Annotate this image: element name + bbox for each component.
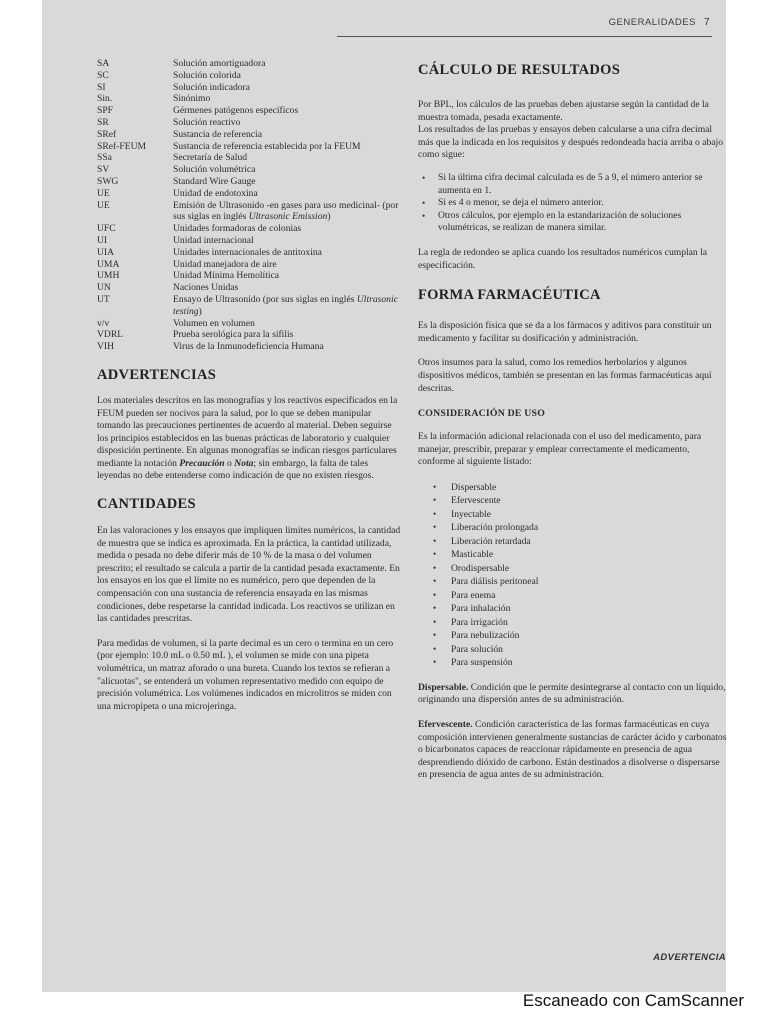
- abbreviation-code: SC: [97, 69, 109, 81]
- abbreviation-meaning: Secretaría de Salud: [173, 152, 248, 164]
- list-item: • Otros cálculos, por ejemplo en la estandarización de soluciones volumétricas, se realizan de manera similar.: [418, 210, 728, 235]
- table-row: [97, 259, 401, 271]
- table-row: [97, 200, 401, 224]
- list-item: • Si es 4 o menor, se deja el número anterior.: [418, 197, 728, 210]
- abbreviation-code: SV: [97, 164, 110, 176]
- header-title: GENERALIDADES: [608, 17, 696, 28]
- list-item: • Para suspensión: [418, 656, 728, 670]
- section-heading-advertencias: ADVERTENCIAS: [97, 366, 217, 383]
- abbreviation-code: UFC: [97, 223, 116, 235]
- scanner-watermark: Escaneado con CamScanner: [522, 991, 744, 1010]
- abbreviation-code: SA: [97, 58, 110, 69]
- calculo-paragraph-3: La regla de redondeo se aplica cuando los resultados numéricos cumplan la especificación.: [418, 246, 708, 271]
- abbreviation-meaning: Unidad internacional: [173, 234, 254, 246]
- abbreviation-meaning: Ensayo de Ultrasonido (por sus siglas en inglés Ultrasonic testing): [173, 293, 398, 317]
- page-margin: [726, 0, 768, 992]
- section-heading-cantidades: CANTIDADES: [97, 496, 196, 513]
- abbreviation-meaning: Solución amortiguadora: [173, 58, 266, 69]
- list-item: • Para inhalación: [418, 602, 728, 616]
- abbreviation-meaning: Sinónimo: [173, 93, 211, 105]
- abbreviation-meaning: Solución volumétrica: [173, 164, 256, 176]
- abbreviation-meaning: Sustancia de referencia: [173, 128, 262, 140]
- abbreviation-code: SI: [97, 81, 106, 93]
- dosage-form-list: [418, 481, 728, 670]
- list-item: • Si la última cifra decimal calculada es de 5 a 9, el número anterior se aumenta en 1.: [418, 172, 728, 197]
- table-row: [97, 341, 401, 353]
- subheading-consideracion: CONSIDERACIÓN DE USO: [418, 408, 546, 420]
- list-item: • Masticable: [418, 548, 728, 562]
- abbreviation-code: SPF: [97, 105, 114, 117]
- abbreviation-meaning: Unidad manejadora de aire: [173, 258, 277, 270]
- advertencias-paragraph: Los materiales descritos en las monografías y los reactivos especificados en la FEUM pueden ser nocivos para la salud, por lo que se deben manipular tomando las precauciones pertinentes de acuerdo al material. Deben seguirse los principios establecidos en las buenas prácticas de laboratorio y cualquier disposición pertinente. En algunas monografías se indican riesgos particulares mediante la notación Precaución o Nota; sin embargo, la falta de tales leyendas no debe entenderse como indicación de que no existen riesgos.: [97, 394, 398, 482]
- list-item: • Para enema: [418, 589, 728, 603]
- forma-paragraph-1: Es la disposición física que se da a los fármacos y aditivos para constituir un medicamento y facilitar su dosificación y administración.: [418, 320, 712, 344]
- calculo-paragraph-1: Por BPL, los cálculos de las pruebas deben ajustarse según la cantidad de la muestra tomada, pesada exactamente.: [418, 99, 709, 123]
- table-row: [97, 58, 401, 70]
- table-row: [97, 318, 401, 330]
- table-row: [97, 282, 401, 294]
- list-item: • Para diálisis peritoneal: [418, 575, 728, 589]
- section-heading-forma: FORMA FARMACÉUTICA: [418, 287, 601, 304]
- abbreviation-meaning: Emisión de Ultrasonido -en gases para uso medicinal- (por sus siglas en inglés Ultrasonic Emission): [173, 199, 399, 223]
- definition-efervescente: Efervescente. Condición característica de las formas farmacéuticas en cuya composición intervienen generalmente sustancias de carácter ácido y carbonatos o bicarbonatos capaces de reaccionar rápidamente en presencia de agua desprendiendo dióxido de carbono. Están destinados a disolverse o dispersarse en presencia de agua antes de su administración.: [418, 719, 727, 781]
- list-item: • Para irrigación: [418, 616, 728, 630]
- list-item: • Dispersable: [418, 481, 728, 495]
- abbreviation-code: UE: [97, 199, 110, 211]
- abbreviation-code: SWG: [97, 175, 119, 187]
- table-row: [97, 294, 401, 318]
- abbreviation-code: SRef: [97, 128, 117, 140]
- list-item: • Para nebulización: [418, 629, 728, 643]
- abbreviation-meaning: Prueba serológica para la sífilis: [173, 329, 294, 341]
- abbreviation-table: [97, 58, 401, 353]
- table-row: [97, 129, 401, 141]
- section-heading-calculo: CÁLCULO DE RESULTADOS: [418, 62, 621, 78]
- abbreviation-code: UMA: [97, 258, 120, 270]
- abbreviation-code: UMH: [97, 270, 120, 282]
- list-item: • Liberación prolongada: [418, 521, 728, 535]
- abbreviation-meaning: Unidad Mínima Hemolítica: [173, 270, 280, 282]
- abbreviation-meaning: Naciones Unidas: [173, 282, 239, 294]
- header-rule: [337, 36, 712, 37]
- table-row: [97, 270, 401, 282]
- rounding-rules-list: [418, 172, 728, 235]
- running-footer: ADVERTENCIA: [653, 952, 726, 963]
- table-row: [97, 247, 401, 259]
- forma-paragraph-2: Otros insumos para la salud, como los remedios herbolarios y algunos dispositivos médicos, también se presentan en las formas farmacéuticas aquí descritas.: [418, 357, 712, 394]
- abbreviation-code: Sin.: [97, 93, 113, 105]
- table-row: [97, 176, 401, 188]
- abbreviation-code: UI: [97, 234, 108, 246]
- table-row: [97, 235, 401, 247]
- abbreviation-code: UE: [97, 187, 110, 199]
- table-row: [97, 70, 401, 82]
- abbreviation-meaning: Volumen en volumen: [173, 317, 255, 329]
- cantidades-paragraph-2: Para medidas de volumen, si la parte decimal es un cero o termina en un cero (por ejemplo: 10.0 mL o 0.50 mL ), el volumen se mide con una pipeta volumétrica, un matraz aforado o una bureta. Cuando los textos se refieran a "alícuotas", se entenderá un volumen representativo medido con equipo de precisión volumétrica. Los volúmenes indicados en microlitros se miden con una micropipeta o una microjeringa.: [97, 637, 394, 712]
- abbreviation-code: UIA: [97, 246, 115, 258]
- list-item: • Inyectable: [418, 508, 728, 522]
- list-item: • Liberación retardada: [418, 535, 728, 549]
- forma-paragraph-3: Es la información adicional relacionada con el uso del medicamento, para manejar, prescribir, preparar y emplear correctamente el medicamento, conforme al siguiente listado:: [418, 431, 702, 468]
- abbreviation-meaning: Unidades formadoras de colonias: [173, 223, 302, 235]
- list-item: • Para solución: [418, 643, 728, 657]
- abbreviation-code: UT: [97, 293, 110, 305]
- list-item: • Efervescente: [418, 494, 728, 508]
- table-row: [97, 82, 401, 94]
- scanned-page: [42, 0, 726, 992]
- table-row: [97, 105, 401, 117]
- abbreviation-meaning: Standard Wire Gauge: [173, 175, 256, 187]
- right-column: [418, 58, 728, 782]
- abbreviation-code: SSa: [97, 152, 112, 164]
- abbreviation-code: UN: [97, 282, 111, 294]
- table-row: [97, 329, 401, 341]
- page-number: 7: [703, 17, 710, 28]
- abbreviation-code: VIH: [97, 341, 115, 353]
- cantidades-paragraph-1: En las valoraciones y los ensayos que impliquen límites numéricos, la cantidad de muestra que se indica es aproximada. En la práctica, la cantidad utilizada, medida o pesada no debe diferir más de 10 % de la masa o del volumen prescrito; el resultado se calcula a partir de la cantidad pesada exactamente. En los ensayos en los que el límite no es numérico, pero que dependen de la compensación con una sustancia de referencia ensayada en las mismas condiciones, debe respetarse la cantidad indicada. Los reactivos se utilizan en las cantidades prescritas.: [97, 525, 401, 625]
- definition-dispersable: Dispersable. Condición que le permite desintegrarse al contacto con un líquido, originando una dispersión antes de su administración.: [418, 681, 726, 706]
- table-row: [97, 93, 401, 105]
- running-header: [609, 17, 710, 28]
- list-item: • Orodispersable: [418, 562, 728, 576]
- abbreviation-meaning: Solución reactivo: [173, 116, 241, 128]
- abbreviation-meaning: Solución colorida: [173, 69, 241, 81]
- calculo-paragraph-2: Los resultados de las pruebas y ensayos deben calcularse a una cifra decimal más que la indicada en los requisitos y después redondeada hacia arriba o abajo como sigue:: [418, 124, 724, 161]
- abbreviation-meaning: Unidades internacionales de antitoxina: [173, 246, 322, 258]
- abbreviation-code: VDRL: [97, 329, 124, 341]
- table-row: [97, 152, 401, 164]
- table-row: [97, 223, 401, 235]
- table-row: [97, 188, 401, 200]
- abbreviation-code: SRef-FEUM: [97, 140, 147, 152]
- abbreviation-meaning: Virus de la Inmunodeficiencia Humana: [173, 341, 324, 353]
- abbreviation-meaning: Gérmenes patógenos específicos: [173, 105, 299, 117]
- table-row: [97, 164, 401, 176]
- abbreviation-meaning: Unidad de endotoxina: [173, 187, 258, 199]
- abbreviation-meaning: Solución indicadora: [173, 81, 250, 93]
- table-row: [97, 117, 401, 129]
- abbreviation-code: SR: [97, 116, 109, 128]
- abbreviation-code: v/v: [97, 317, 110, 329]
- left-column: [97, 58, 402, 713]
- abbreviation-meaning: Sustancia de referencia establecida por la FEUM: [173, 140, 361, 152]
- table-row: [97, 141, 401, 153]
